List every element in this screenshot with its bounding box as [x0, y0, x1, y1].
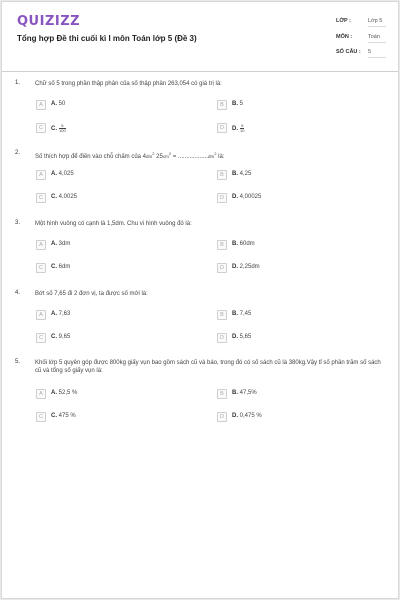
question-text: Bớt số 7,65 đi 2 đơn vị, ta được số mới là: — [35, 291, 148, 297]
question-text: Chữ số 5 trong phần thập phân của số thập phân 263,054 có giá trị là: — [35, 81, 222, 87]
question-text: Khối lớp 5 quyên góp được 800kg giấy vụn bao gồm sách cũ và báo, trong đó có số sách cũ là 380kg.Vậy tỉ số phần trăm số sách cũ và tổng số giấy vụn là: — [35, 360, 381, 374]
option-value: 4,00025 — [239, 194, 262, 200]
option-letter-box: C — [36, 193, 46, 203]
worksheet-title: Tổng hợp Đề thi cuối kì I môn Toán lớp 5 (Đề 3) — [17, 34, 197, 43]
question-number: 2. — [15, 150, 21, 156]
option-letter-box: A — [36, 100, 46, 110]
option-key: C. — [51, 126, 57, 133]
option-letter-box: D — [217, 123, 227, 133]
worksheet-header — [2, 2, 398, 72]
quizizz-logo: QUIZIZZ — [17, 14, 81, 29]
option-key: C. — [51, 194, 57, 200]
option-key: B. — [232, 101, 238, 107]
option-value: 52,5 % — [58, 390, 78, 396]
option-value: 4,0025 — [58, 194, 78, 200]
option-letter-box: A — [36, 170, 46, 180]
meta-label-subject: MÔN : — [336, 34, 353, 40]
option-value: 5,65 — [239, 334, 252, 340]
question-number: 5. — [15, 359, 21, 365]
fraction-denominator: 10 — [240, 128, 245, 133]
option-key: B. — [232, 311, 238, 317]
option-value: 9,65 — [58, 334, 71, 340]
fraction-denominator: 100 — [59, 128, 66, 133]
option-letter-box: D — [217, 263, 227, 273]
option-letter-box: C — [36, 263, 46, 273]
meta-value-class: Lớp 5 — [368, 16, 386, 27]
meta-value-count: 5 — [368, 47, 386, 58]
option-letter-box: B — [217, 389, 227, 399]
option-letter-box: D — [217, 333, 227, 343]
fraction — [59, 124, 66, 133]
option-letter-box: D — [217, 412, 227, 422]
question-text: Số thích hợp để điền vào chỗ chấm của $4dm^2$ $25cm^2 = ..................dm^2$ là: — [35, 151, 225, 160]
option-value: 6dm — [58, 264, 71, 270]
option-letter-box: C — [36, 333, 46, 343]
option-key: D. — [232, 413, 238, 419]
meta-label-count: SỐ CÂU : — [336, 49, 361, 55]
option-letter-box: C — [36, 412, 46, 422]
option-key: B. — [232, 390, 238, 396]
option-key: D. — [232, 264, 238, 270]
fraction-numerator: 5 — [241, 123, 244, 128]
option-value: 7,63 — [58, 311, 71, 317]
question-number: 4. — [15, 290, 21, 296]
option-key: D. — [232, 194, 238, 200]
option-value: 7,45 — [239, 311, 252, 317]
option-key: C. — [51, 264, 57, 270]
option-value: 3dm — [58, 241, 71, 247]
option-key: A. — [51, 241, 57, 247]
option-letter-box: A — [36, 240, 46, 250]
option-key: A. — [51, 101, 57, 107]
meta-label-class: LỚP : — [336, 18, 351, 24]
question-number: 3. — [15, 220, 21, 226]
option-key: A. — [51, 171, 57, 177]
fraction — [240, 124, 244, 133]
option-key: C. — [51, 413, 57, 419]
option-key: A. — [51, 390, 57, 396]
option-key: D. — [232, 334, 238, 340]
option-letter-box: B — [217, 240, 227, 250]
option-value: 2,25dm — [239, 264, 260, 270]
option-value: 0,475 % — [239, 413, 262, 419]
question-number: 1. — [15, 80, 21, 86]
option-key: B. — [232, 241, 238, 247]
option-letter-box: B — [217, 100, 227, 110]
option-value: 475 % — [58, 413, 76, 419]
option-letter-box: B — [217, 170, 227, 180]
question-text: Một hình vuông có cạnh là 1,5dm. Chu vi hình vuông đó là: — [35, 221, 192, 227]
option-value: 60dm — [239, 241, 255, 247]
option-letter-box: D — [217, 193, 227, 203]
option-key: A. — [51, 311, 57, 317]
option-key: D. — [232, 126, 238, 133]
option-key: C. — [51, 334, 57, 340]
option-letter-box: A — [36, 389, 46, 399]
worksheet-page — [1, 1, 399, 599]
option-value: 4,025 — [58, 171, 74, 177]
option-letter-box: B — [217, 310, 227, 320]
option-value: 4,25 — [239, 171, 252, 177]
option-value: 5 — [239, 101, 244, 107]
option-letter-box: C — [36, 123, 46, 133]
option-key: B. — [232, 171, 238, 177]
option-value: 47,5% — [239, 390, 257, 396]
option-letter-box: A — [36, 310, 46, 320]
option-value: 50 — [58, 101, 66, 107]
meta-value-subject: Toán — [368, 32, 386, 43]
fraction-numerator: 5 — [59, 124, 66, 129]
